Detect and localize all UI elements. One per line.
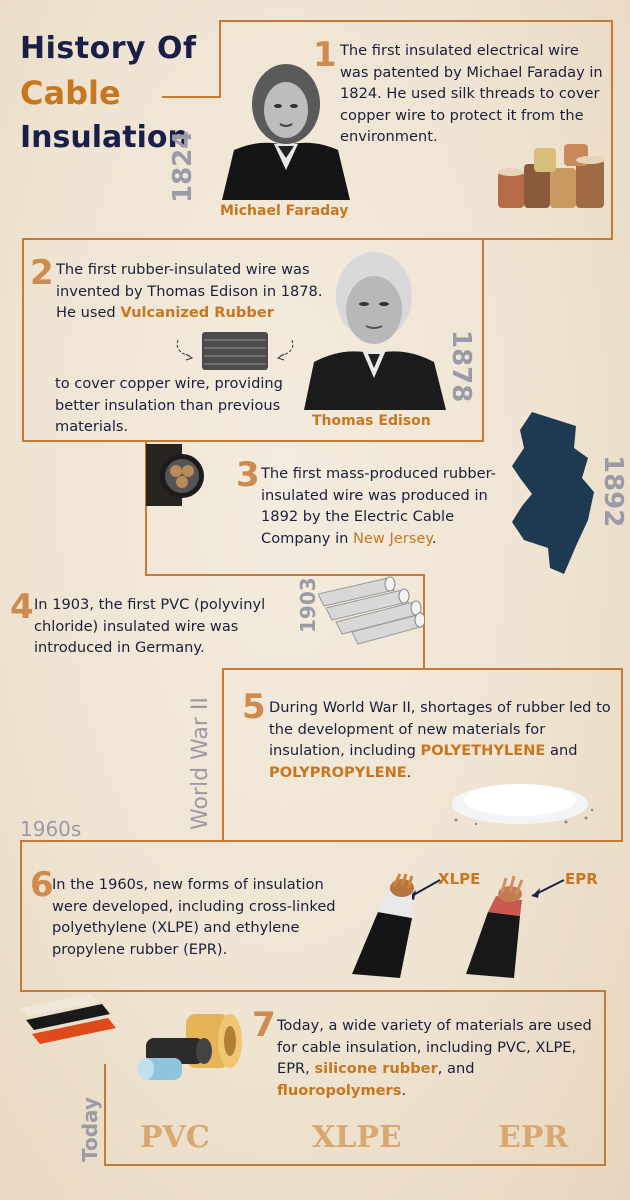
- new-jersey-map-icon: [502, 408, 602, 580]
- year-today: Today: [78, 1097, 102, 1162]
- caption-edison: Thomas Edison: [312, 413, 431, 429]
- year-1960s: 1960s: [20, 817, 82, 841]
- number-1: 1: [313, 35, 337, 75]
- text-section-7: [277, 1015, 593, 1101]
- year-world-war-ii: World War II: [188, 697, 213, 830]
- number-5: 5: [242, 687, 266, 727]
- text-3-part1: The first mass-produced rubber-insulated wire was produced in 1892 by the Electric Cable Company in: [261, 465, 496, 547]
- material-pvc: PVC: [140, 1120, 210, 1155]
- year-1824: 1824: [168, 130, 198, 203]
- highlight-fluoropolymers: fluoropolymers: [277, 1081, 402, 1099]
- text-3-end: .: [431, 529, 437, 547]
- pvc-pipes-image: [318, 574, 424, 646]
- title-line2: Cable: [20, 74, 121, 112]
- year-1892: 1892: [598, 455, 628, 528]
- caption-faraday: Michael Faraday: [220, 203, 349, 219]
- highlight-polyethylene: POLYETHYLENE: [420, 742, 546, 759]
- material-epr: EPR: [498, 1120, 569, 1155]
- title-line3: Insulation: [20, 120, 189, 155]
- faraday-portrait: [222, 58, 350, 200]
- number-4: 4: [10, 587, 34, 627]
- highlight-new-jersey: New Jersey: [353, 529, 432, 547]
- text-2-part1: The first rubber-insulated wire was invented by Thomas Edison in 1878. He used: [56, 261, 323, 321]
- xlpe-cable-image: [350, 872, 450, 978]
- text-section-3: [261, 463, 527, 549]
- year-1903: 1903: [296, 577, 320, 633]
- label-xlpe: XLPE: [438, 870, 481, 888]
- text-section-1: The first insulated electrical wire was patented by Michael Faraday in 1824. He used silk threads to cover copper wire to protect it from the environment.: [340, 42, 603, 145]
- text-7-part1: Today, a wide variety of materials are used for cable insulation, including PVC, XLPE, EPR,: [277, 1017, 592, 1077]
- text-section-4: In 1903, the first PVC (polyvinyl chloride) insulated wire was introduced in Germany.: [34, 596, 266, 656]
- insulation-tubes-image: [132, 1008, 242, 1088]
- highlight-vulcanized-rubber: Vulcanized Rubber: [120, 304, 274, 321]
- number-6: 6: [30, 865, 54, 905]
- title-line1: History Of: [20, 31, 197, 66]
- number-2: 2: [30, 253, 54, 293]
- cable-cross-section-image: [146, 444, 206, 506]
- text-7-and: , and: [437, 1060, 475, 1077]
- text-5-and: and: [545, 742, 578, 759]
- text-section-2b: to cover copper wire, providing better insulation than previous materials.: [55, 375, 283, 435]
- epr-cable-image: [462, 872, 572, 978]
- number-3: 3: [236, 455, 260, 495]
- highlight-silicone-rubber: silicone rubber: [314, 1060, 438, 1077]
- plastic-pellets-image: [446, 770, 596, 826]
- text-7-end: .: [401, 1081, 407, 1099]
- text-section-6: In the 1960s, new forms of insulation were developed, including cross-linked polyethylene (XLPE) and ethylene propylene rubber (EPR).: [52, 876, 336, 958]
- number-7: 7: [252, 1005, 276, 1045]
- text-5-end: .: [406, 763, 412, 781]
- rubber-strips-image: [20, 994, 116, 1048]
- text-5-part1: During World War II, shortages of rubber led to the development of new materials for insulation, including: [269, 699, 611, 759]
- year-1878: 1878: [446, 330, 476, 403]
- vulcanized-rubber-image: [172, 330, 298, 372]
- highlight-polypropylene: POLYPROPYLENE: [269, 763, 407, 781]
- text-section-2a: [56, 259, 328, 324]
- material-xlpe: XLPE: [312, 1120, 402, 1155]
- edison-portrait: [304, 244, 446, 410]
- label-epr: EPR: [565, 870, 598, 888]
- silk-spools-image: [494, 144, 610, 214]
